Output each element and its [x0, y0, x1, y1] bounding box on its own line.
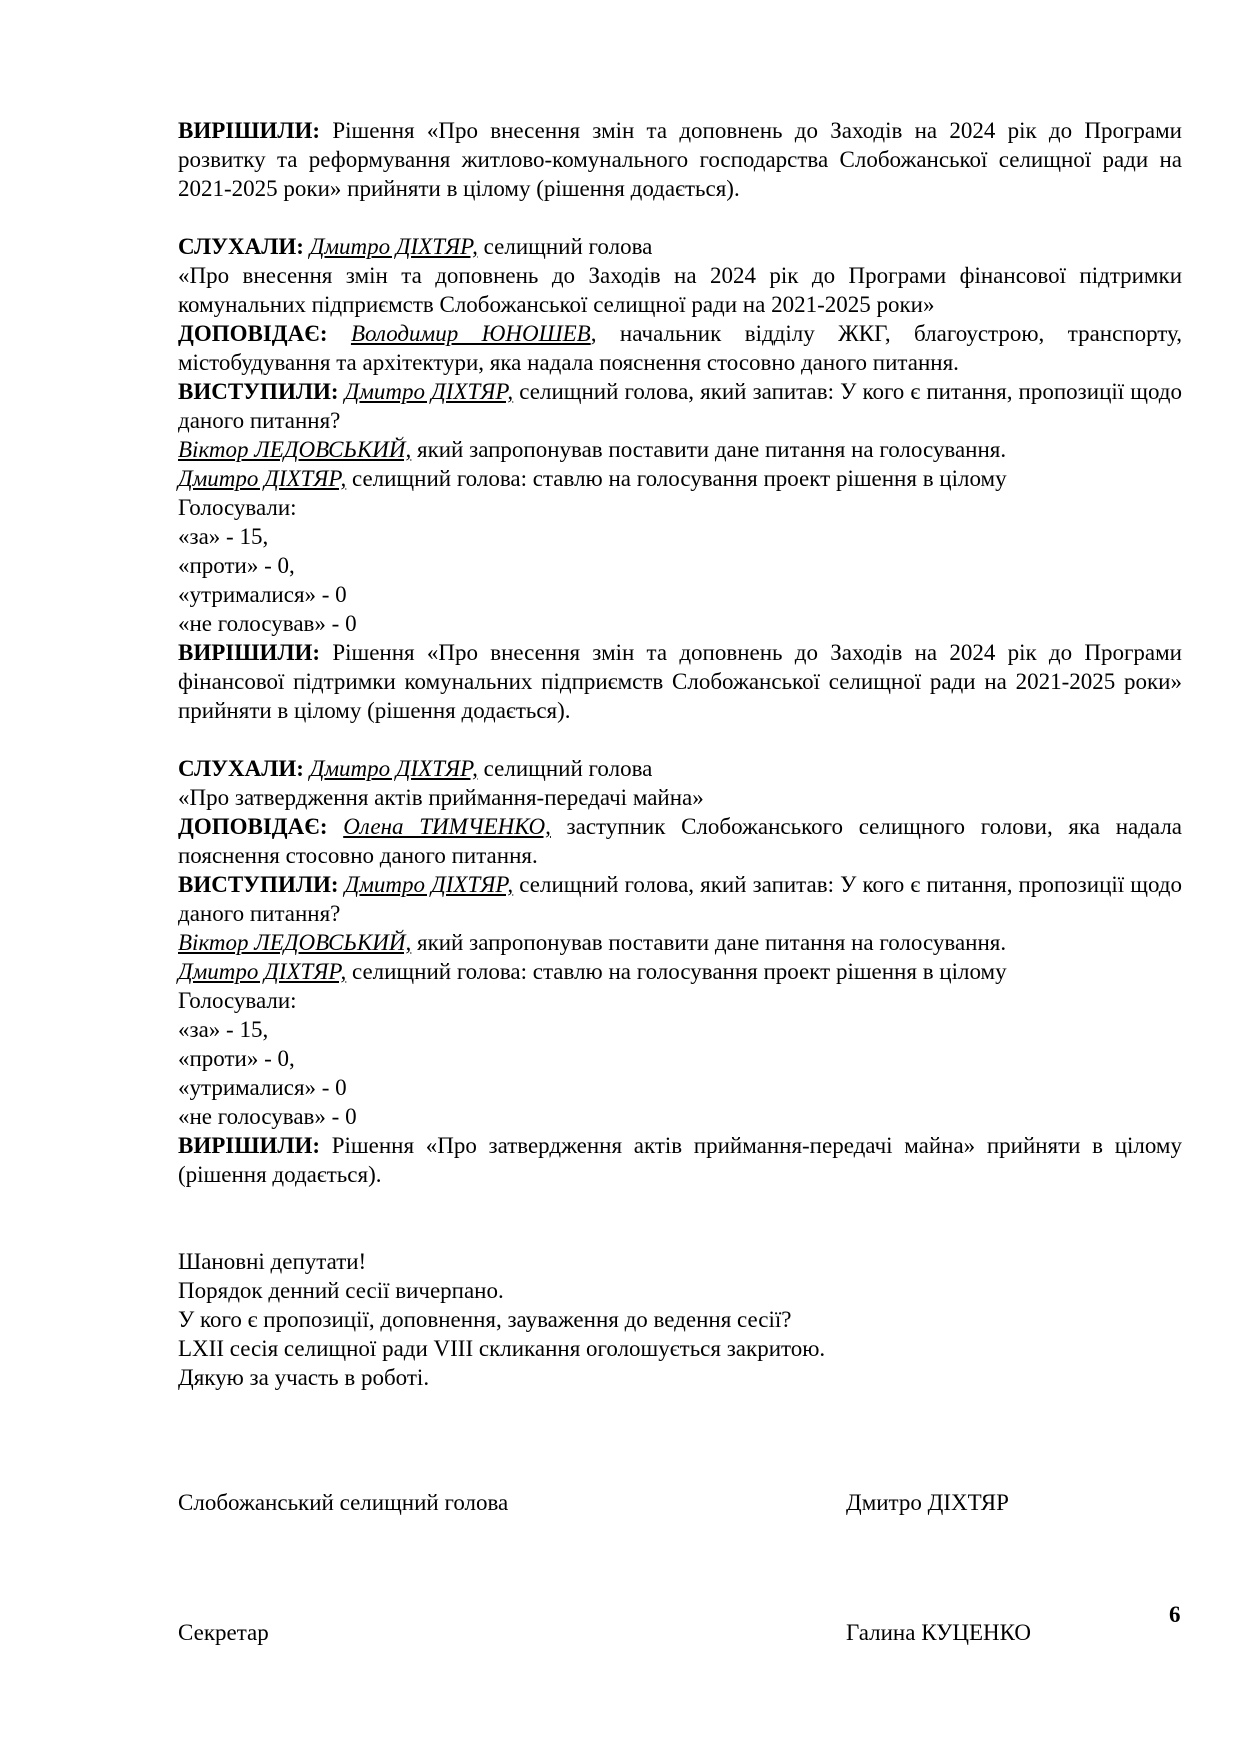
- vote-line: «за» - 15,: [178, 1017, 269, 1042]
- proposal-text: який запропонував поставити дане питання на голосування.: [411, 437, 1007, 462]
- vote-line: «за» - 15,: [178, 524, 269, 549]
- reporter-name: Олена ТИМЧЕНКО,: [343, 814, 551, 839]
- proposal-name: Віктор ЛЕДОВСЬКИЙ,: [178, 930, 412, 955]
- put-to-vote-line: [178, 957, 1182, 986]
- resolved-text: Рішення «Про внесення змін та доповнень до Заходів на 2024 рік до Програми розвитку та реформування житлово-комунального господарства Слобожанської селищної ради на 2021-2025 роки» прийняти в цілому (рішення додається).: [178, 118, 1182, 201]
- closing-line: Шановні депутати!: [178, 1249, 367, 1274]
- resolution-paragraph: [178, 1131, 1182, 1189]
- proposal-line: [178, 928, 1182, 957]
- signature-row-head: [178, 1488, 1182, 1517]
- vote-line: Голосували:: [178, 495, 297, 520]
- heard-line: [178, 232, 1182, 261]
- spoke-paragraph: [178, 870, 1182, 928]
- vote-line: «не голосував» - 0: [178, 611, 357, 636]
- reports-paragraph: [178, 812, 1182, 870]
- agenda-topic: «Про внесення змін та доповнень до Заходів на 2024 рік до Програми фінансової підтримки комунальних підприємств Слобожанської селищної ради на 2021-2025 роки»: [178, 263, 1182, 317]
- put-to-vote-name: Дмитро ДІХТЯР,: [178, 466, 347, 491]
- proposal-text: який запропонував поставити дане питання на голосування.: [411, 930, 1007, 955]
- spoke-label: ВИСТУПИЛИ:: [178, 379, 339, 404]
- reports-label: ДОПОВІДАЄ:: [178, 321, 328, 346]
- reporter-name: Володимир ЮНОШЕВ: [350, 321, 591, 346]
- heard-label: СЛУХАЛИ:: [178, 756, 304, 781]
- resolution-paragraph: [178, 638, 1182, 725]
- closing-line: Дякую за участь в роботі.: [178, 1365, 430, 1390]
- spoke-name: Дмитро ДІХТЯР,: [344, 872, 514, 897]
- signature-position: Слобожанський селищний голова: [178, 1490, 509, 1515]
- resolved-label: ВИРІШИЛИ:: [178, 118, 321, 143]
- vote-line: Голосували:: [178, 988, 297, 1013]
- speaker-name: Дмитро ДІХТЯР,: [309, 234, 478, 259]
- spoke-label: ВИСТУПИЛИ:: [178, 872, 339, 897]
- vote-line: «проти» - 0,: [178, 553, 295, 578]
- document-page: [178, 116, 1182, 1647]
- resolution-paragraph: [178, 116, 1182, 203]
- vote-line: «не голосував» - 0: [178, 1104, 357, 1129]
- proposal-name: Віктор ЛЕДОВСЬКИЙ,: [178, 437, 412, 462]
- put-to-vote-text: селищний голова: ставлю на голосування проект рішення в цілому: [346, 466, 1007, 491]
- signature-name: Дмитро ДІХТЯР: [846, 1490, 1009, 1515]
- spoke-paragraph: [178, 377, 1182, 435]
- signature-row-secretary: [178, 1618, 1182, 1647]
- agenda-topic: «Про затвердження актів приймання-передачі майна»: [178, 785, 704, 810]
- resolved-text: Рішення «Про затвердження актів приймання-передачі майна» прийняти в цілому (рішення додається).: [178, 1133, 1182, 1187]
- vote-line: «утрималися» - 0: [178, 1075, 347, 1100]
- spoke-name: Дмитро ДІХТЯР,: [344, 379, 514, 404]
- put-to-vote-text: селищний голова: ставлю на голосування проект рішення в цілому: [346, 959, 1007, 984]
- resolved-label: ВИРІШИЛИ:: [178, 1133, 321, 1158]
- speaker-role: селищний голова: [477, 234, 653, 259]
- put-to-vote-line: [178, 464, 1182, 493]
- vote-line: «проти» - 0,: [178, 1046, 295, 1071]
- reports-paragraph: [178, 319, 1182, 377]
- signature-position: Секретар: [178, 1620, 269, 1645]
- put-to-vote-name: Дмитро ДІХТЯР,: [178, 959, 347, 984]
- resolved-label: ВИРІШИЛИ:: [178, 640, 321, 665]
- closing-line: У кого є пропозиції, доповнення, зауваження до ведення сесії?: [178, 1307, 792, 1332]
- proposal-line: [178, 435, 1182, 464]
- page-number: 6: [1169, 1602, 1181, 1627]
- vote-line: «утрималися» - 0: [178, 582, 347, 607]
- signature-name: Галина КУЦЕНКО: [846, 1620, 1031, 1645]
- reports-text: заступник Слобожанського селищного голови, яка надала пояснення стосовно даного питання.: [178, 814, 1183, 868]
- reports-label: ДОПОВІДАЄ:: [178, 814, 328, 839]
- resolved-text: Рішення «Про внесення змін та доповнень до Заходів на 2024 рік до Програми фінансової підтримки комунальних підприємств Слобожанської селищної ради на 2021-2025 роки» прийняти в цілому (рішення додається).: [178, 640, 1182, 723]
- heard-line: [178, 754, 1182, 783]
- reports-text: , начальник відділу ЖКГ, благоустрою, транспорту, містобудування та архітектури, яка надала пояснення стосовно даного питання.: [178, 321, 1183, 375]
- closing-line: LXII сесія селищної ради VIII скликання оголошується закритою.: [178, 1336, 826, 1361]
- speaker-role: селищний голова: [477, 756, 653, 781]
- spoke-text: селищний голова, який запитав: У кого є питання, пропозиції щодо даного питання?: [178, 379, 1182, 433]
- closing-line: Порядок денний сесії вичерпано.: [178, 1278, 504, 1303]
- speaker-name: Дмитро ДІХТЯР,: [309, 756, 478, 781]
- spoke-text: селищний голова, який запитав: У кого є питання, пропозиції щодо даного питання?: [178, 872, 1182, 926]
- heard-label: СЛУХАЛИ:: [178, 234, 304, 259]
